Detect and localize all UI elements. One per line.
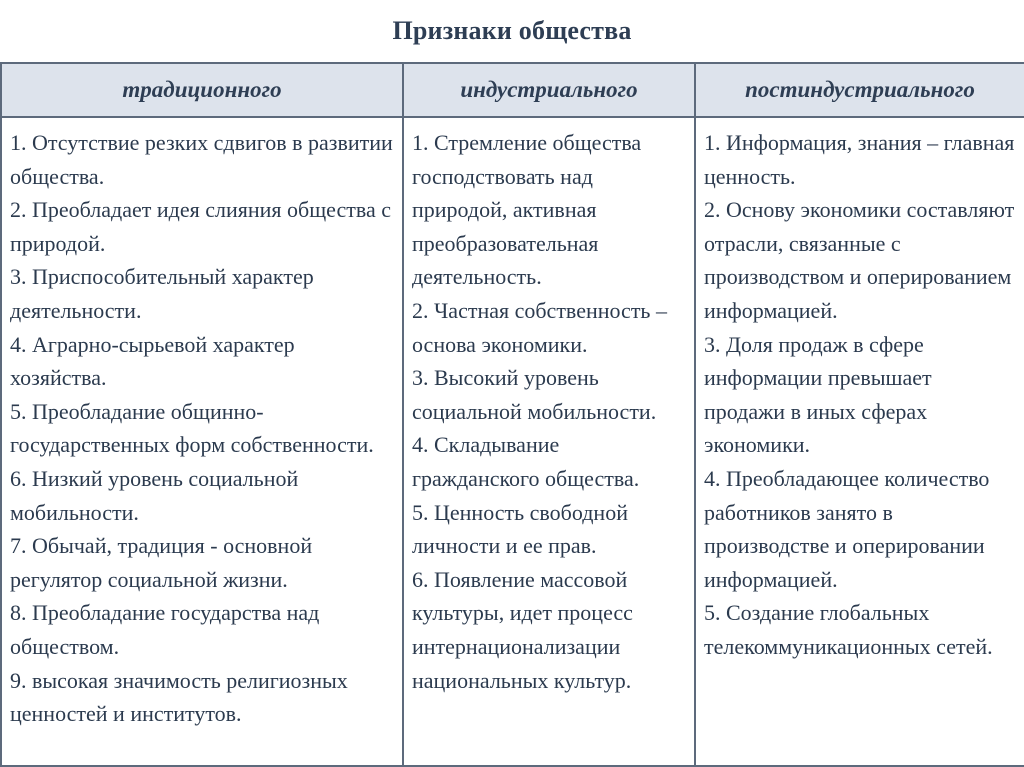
list-item: 3. Высокий уровень социальной мобильности. xyxy=(412,365,657,424)
society-features-table xyxy=(0,62,1024,767)
list-item: 4. Аграрно-сырьевой характер хозяйства. xyxy=(10,331,295,391)
title-band xyxy=(0,0,1024,62)
page-title: Признаки общества xyxy=(392,16,632,45)
content-row xyxy=(1,117,1024,766)
list-item: 6. Появление массовой культуры, идет процесс интернационализации национальных культур. xyxy=(412,566,633,693)
header-traditional: традиционного xyxy=(1,63,403,117)
postindustrial-cell xyxy=(695,117,1024,766)
list-item: 8. Преобладание государства над обществом. xyxy=(10,600,320,659)
list-item: 6. Низкий уровень социальной мобильности. xyxy=(10,465,299,525)
list-item: 1. Информация, знания – главная ценность. xyxy=(704,130,1015,189)
list-item: 1. Отсутствие резких сдвигов в развитии общества. xyxy=(10,130,393,189)
list-item: 5. Преобладание общинно-государственных форм собственности. xyxy=(10,398,374,458)
list-item: 4. Складывание гражданского общества. xyxy=(412,432,640,491)
header-row xyxy=(1,63,1024,117)
list-item: 9. высокая значимость религиозных ценностей и институтов. xyxy=(10,667,348,727)
list-item: 7. Обычай, традиция - основной регулятор социальной жизни. xyxy=(10,533,313,592)
header-postindustrial: постиндустриального xyxy=(695,63,1024,117)
list-item: 3. Приспособительный характер деятельности. xyxy=(10,264,314,323)
header-industrial: индустриального xyxy=(403,63,695,117)
list-item: 5. Ценность свободной личности и ее прав. xyxy=(412,499,628,559)
list-item: 4. Преобладающее количество работников занято в производстве и оперировании информацией. xyxy=(704,465,990,592)
industrial-cell xyxy=(403,117,695,766)
list-item: 3. Доля продаж в сфере информации превышает продажи в иных сферах экономики. xyxy=(704,331,932,458)
list-item: 2. Преобладает идея слияния общества с природой. xyxy=(10,197,391,256)
list-item: 2. Частная собственность – основа экономики. xyxy=(412,297,667,357)
traditional-cell xyxy=(1,117,403,766)
list-item: 5. Создание глобальных телекоммуникационных сетей. xyxy=(704,600,993,659)
list-item: 2. Основу экономики составляют отрасли, связанные с производством и оперированием информацией. xyxy=(704,197,1015,323)
list-item: 1. Стремление общества господствовать над природой, активная преобразовательная деятельность. xyxy=(412,130,642,290)
